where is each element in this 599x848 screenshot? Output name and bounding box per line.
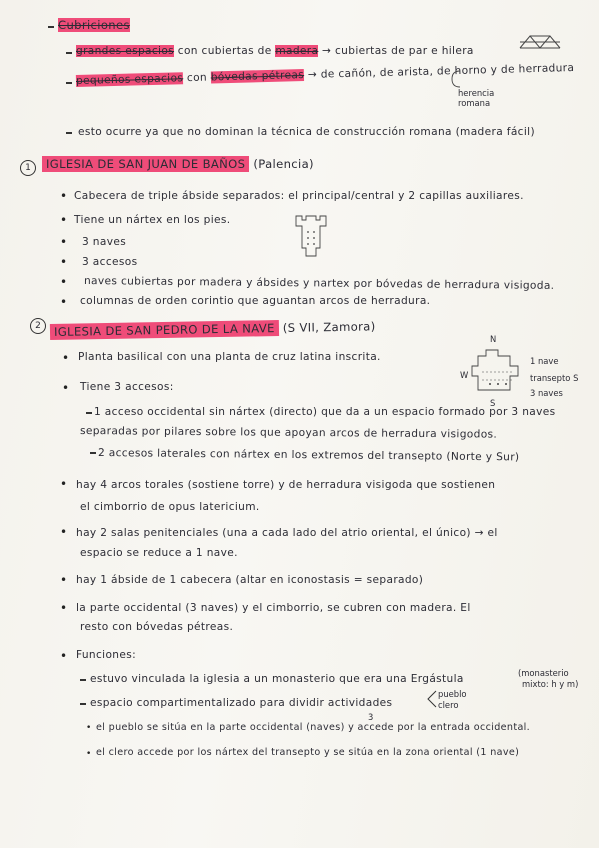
truss-sketch-icon xyxy=(518,34,562,50)
bullet-dot: • xyxy=(60,255,68,269)
title-sub: (S VII, Zamora) xyxy=(282,319,376,335)
floor-plan-sketch-icon xyxy=(294,214,328,258)
text-span: → de cañón, de arista, de horno y de herradura xyxy=(303,61,575,82)
section-title xyxy=(42,157,314,171)
bullet-text: 3 naves xyxy=(82,236,127,248)
text-line xyxy=(76,61,575,88)
side-note: herencia xyxy=(458,88,495,98)
bullet-dot: • xyxy=(60,525,68,539)
bullet-dot: • xyxy=(86,723,92,733)
text-span: → cubiertas de par e hilera xyxy=(318,45,474,57)
side-note: mixto: h y m) xyxy=(522,679,579,689)
highlight-phrase: grandes espacios xyxy=(76,45,175,57)
compass-south: S xyxy=(490,398,496,408)
superscript-mark: 3 xyxy=(368,712,374,722)
highlight-phrase: madera xyxy=(275,45,319,57)
bullet-text: Cabecera de triple ábside separados: el principal/central y 2 capillas auxiliares. xyxy=(74,190,524,202)
plan-label: transepto S xyxy=(530,373,579,383)
bullet-dot: • xyxy=(60,235,68,249)
bullet-text: hay 2 salas penitenciales (una a cada lado del atrio oriental, el único) → el xyxy=(76,527,498,539)
dash-marker xyxy=(80,679,86,681)
title-highlight: IGLESIA DE SAN JUAN DE BAÑOS xyxy=(42,156,249,172)
bullet-dot: • xyxy=(62,381,70,395)
title-highlight: IGLESIA DE SAN PEDRO DE LA NAVE xyxy=(50,320,279,340)
compass-north: N xyxy=(490,334,497,344)
text-line: esto ocurre ya que no dominan la técnica de construcción romana (madera fácil) xyxy=(78,126,535,138)
dash-marker xyxy=(66,82,72,84)
bracket-mark xyxy=(450,70,462,88)
compass-west: W xyxy=(460,370,469,380)
section-number: 2 xyxy=(30,318,46,334)
dash-marker xyxy=(66,132,72,134)
bullet-text: columnas de orden corintio que aguantan arcos de herradura. xyxy=(80,295,431,307)
brace-mark xyxy=(426,690,438,708)
bullet-dot: • xyxy=(60,213,68,227)
section-title xyxy=(50,319,376,339)
bullet-dot: • xyxy=(60,477,68,491)
sub-bullet-text: el pueblo se sitúa en la parte occidental (naves) y accede por la entrada occidental. xyxy=(96,722,531,733)
bullet-dot: • xyxy=(60,189,68,203)
dash-marker xyxy=(80,703,86,705)
highlight-phrase: bóvedas pétreas xyxy=(210,69,305,84)
bullet-text: hay 1 ábside de 1 cabecera (altar en iconostasis = separado) xyxy=(76,574,424,586)
text-span: con xyxy=(183,71,211,85)
text-line xyxy=(76,44,474,58)
bullet-dot: • xyxy=(60,573,68,587)
plan-label: 3 naves xyxy=(530,388,563,398)
sub-bullet-text: el clero accede por los nártex del transepto y se sitúa en la zona oriental (1 nave) xyxy=(96,747,520,758)
bullet-text: hay 4 arcos torales (sostiene torre) y de herradura visigoda que sostienen xyxy=(76,479,496,491)
section-number: 1 xyxy=(20,160,36,176)
bullet-text: Tiene un nártex en los pies. xyxy=(74,214,231,226)
bullet-text: Planta basilical con una planta de cruz latina inscrita. xyxy=(78,351,381,363)
sub-bullet-text: 1 acceso occidental sin nártex (directo) que da a un espacio formado por 3 naves xyxy=(94,406,556,418)
floor-plan-sketch-icon xyxy=(470,346,526,396)
bullet-dot: • xyxy=(60,601,68,615)
bullet-text: Tiene 3 accesos: xyxy=(80,381,174,393)
bullet-text: Funciones: xyxy=(76,649,137,661)
sub-bullet-text: estuvo vinculada la iglesia a un monasterio que era una Ergástula xyxy=(90,673,464,685)
plan-label: 1 nave xyxy=(530,356,559,366)
bullet-dot: • xyxy=(60,295,68,309)
bullet-text: espacio se reduce a 1 nave. xyxy=(80,547,238,559)
bullet-text: la parte occidental (3 naves) y el cimborrio, se cubren con madera. El xyxy=(76,602,471,614)
bullet-dot: • xyxy=(86,749,92,759)
title-sub: (Palencia) xyxy=(253,157,314,171)
dash-marker xyxy=(66,52,72,54)
heading-cubriciones: Cubriciones xyxy=(58,18,130,32)
bullet-text: 3 accesos xyxy=(82,256,138,268)
section-heading xyxy=(58,18,130,32)
bullet-dot: • xyxy=(60,275,68,289)
bullet-dot: • xyxy=(60,649,68,663)
sub-bullet-text: espacio compartimentalizado para dividir actividades xyxy=(90,697,393,709)
side-note: (monasterio xyxy=(518,668,569,678)
brace-label: clero xyxy=(438,700,459,710)
sub-bullet-text: separadas por pilares sobre los que apoyan arcos de herradura visigodos. xyxy=(79,425,498,441)
brace-label: pueblo xyxy=(438,689,467,699)
dash-marker xyxy=(48,26,54,28)
bullet-dot: • xyxy=(62,351,70,365)
dash-marker xyxy=(90,452,96,454)
text-span: con cubiertas de xyxy=(174,45,276,57)
side-note: romana xyxy=(458,98,491,108)
sub-bullet-text: 2 accesos laterales con nártex en los extremos del transepto (Norte y Sur) xyxy=(97,447,520,464)
bullet-text: el cimborrio de opus latericium. xyxy=(80,501,260,513)
highlight-phrase: pequeños espacios xyxy=(75,72,184,87)
bullet-text: resto con bóvedas pétreas. xyxy=(80,621,234,633)
bullet-text: naves cubiertas por madera y ábsides y nartex por bóvedas de herradura visigoda. xyxy=(83,275,555,292)
dash-marker xyxy=(86,412,92,414)
